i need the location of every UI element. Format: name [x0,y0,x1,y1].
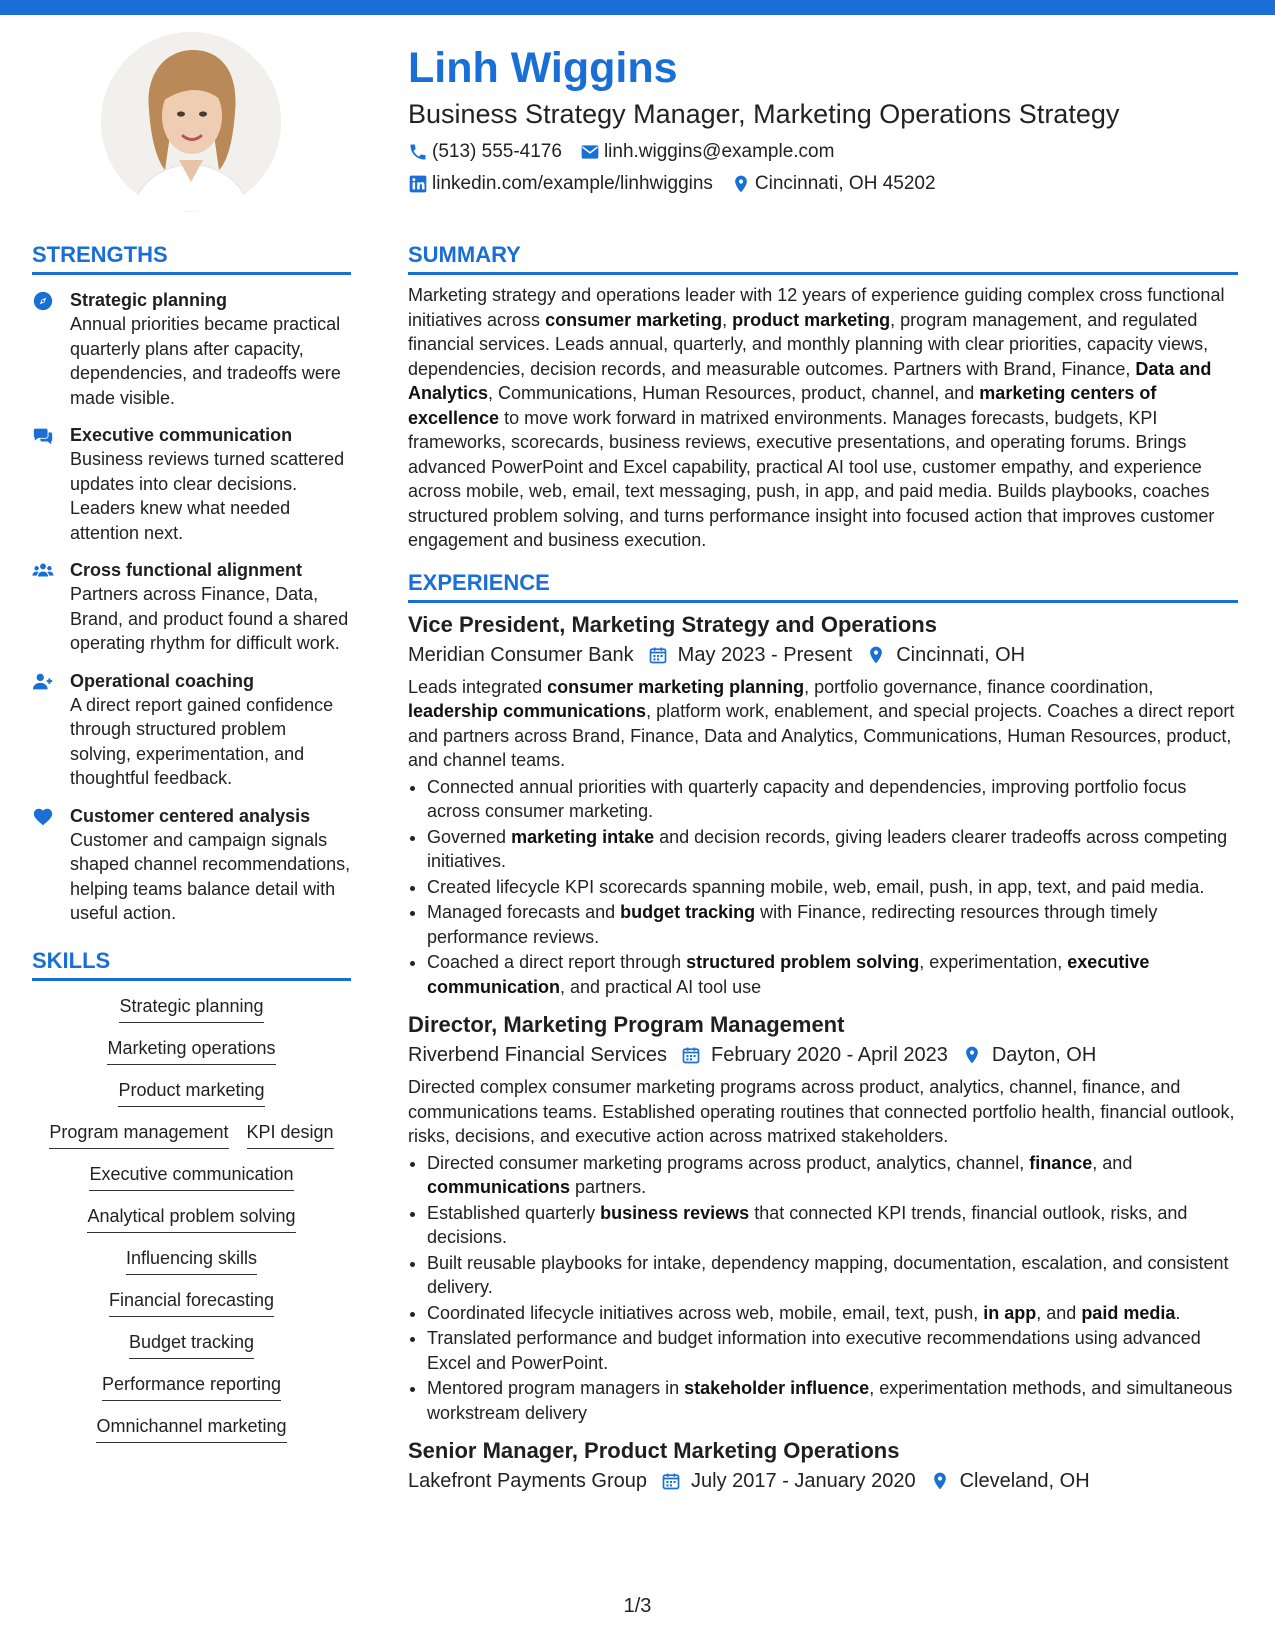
strength-title: Customer centered analysis [70,805,311,826]
job-location: Dayton, OH [991,1044,1097,1066]
location-text: Cincinnati, OH 45202 [754,173,936,194]
top-accent-bar [0,0,1275,15]
job-location-item [962,1042,1096,1068]
bold-text: structured problem solving [686,952,920,972]
bullet-item [427,1151,1238,1200]
strength-item [32,423,351,545]
strength-item [32,288,351,410]
skill-tag: KPI design [247,1120,334,1149]
calendar-icon [681,1045,711,1065]
bold-text: consumer marketing [545,309,723,330]
job-bullets [408,775,1238,1000]
bold-text: in app [983,1302,1037,1323]
bullet-item [427,900,1238,949]
skill-tag: Budget tracking [129,1330,254,1359]
heart-icon [32,804,70,926]
job-meta [408,1042,1238,1068]
chat-icon [32,423,70,545]
candidate-name: Linh Wiggins [408,44,678,92]
job-title: Senior Manager, Product Marketing Operations [408,1438,900,1463]
job-meta [408,1468,1238,1494]
email-item[interactable] [580,140,835,164]
job-company: Meridian Consumer Bank [408,643,634,666]
strength-title: Executive communication [70,425,293,445]
strength-title: Strategic planning [70,290,228,310]
strength-desc: Business reviews turned scattered updates into clear decisions. Leaders knew what needed attention next. [70,449,345,543]
job-meta [408,642,1238,668]
job-location: Cleveland, OH [959,1470,1090,1492]
bold-text: paid media [1081,1302,1176,1323]
job-entry [408,1437,1238,1494]
text-run: . [1175,1302,1181,1323]
text-run: Created lifecycle KPI scorecards spanning mobile, web, email, push, in app, text, and paid media. [427,876,1205,897]
map-pin-icon [731,174,751,194]
skill-tag: Program management [49,1120,228,1149]
text-run: Directed consumer marketing programs across product, analytics, channel, [427,1152,1030,1173]
job-entry [408,1011,1238,1425]
skill-row [32,1414,351,1443]
skill-tag: Executive communication [89,1162,293,1191]
job-bullets [408,1151,1238,1426]
phone-text: (513) 555-4176 [432,141,562,162]
summary-text [408,283,1238,553]
bullet-item [427,1251,1238,1300]
text-run: Translated performance and budget information into executive recommendations using advanced Excel and PowerPoint. [427,1328,1201,1373]
job-title: Director, Marketing Program Management [408,1012,845,1037]
text-run: , and [1092,1152,1133,1173]
phone-item [408,140,562,164]
contact-row-2 [408,172,1238,196]
skills-heading: SKILLS [32,947,351,981]
skill-tag: Influencing skills [126,1246,257,1275]
experience-heading: EXPERIENCE [408,569,1238,603]
contact-row-1 [408,140,1238,164]
text-run: , and practical AI tool use [560,976,762,997]
bold-text: marketing centers of excellence [408,383,1157,428]
skill-row [32,1120,351,1149]
text-run: Managed forecasts and [427,902,621,922]
summary-heading: SUMMARY [408,241,1238,275]
text-run: Leads integrated [408,676,548,697]
job-description [408,1075,1238,1149]
skill-row [32,1288,351,1317]
bold-text: Data and Analytics [408,358,1212,403]
candidate-role: Business Strategy Manager, Marketing Operations Strategy [408,99,1120,129]
location-item [731,172,936,196]
bullet-item [427,1201,1238,1250]
linkedin-link[interactable]: linkedin.com/example/linhwiggins [432,173,713,194]
left-column [32,241,351,1443]
strength-desc: Customer and campaign signals shaped channel recommendations, helping teams balance detail with useful action. [70,829,351,923]
strength-item [32,558,351,656]
phone-icon [408,142,428,162]
job-dates-item [648,642,853,668]
compass-icon [32,288,70,410]
bold-text: business reviews [600,1202,750,1223]
skill-row [32,1330,351,1359]
email-link[interactable]: linh.wiggins@example.com [603,141,835,162]
strengths-heading: STRENGTHS [32,241,351,275]
text-run: , experimentation, [919,952,1068,972]
bold-text: finance [1029,1152,1093,1173]
bullet-item [427,1376,1238,1425]
strength-title: Cross functional alignment [70,560,303,580]
bold-text: communications [427,1177,571,1197]
skill-tag: Analytical problem solving [87,1204,295,1233]
job-location-item [866,642,1025,668]
skill-row [32,1372,351,1401]
strength-desc: Partners across Finance, Data, Brand, and product found a shared operating rhythm for difficult work. [70,584,349,653]
text-run: Coordinated lifecycle initiatives across web, mobile, email, text, push, [427,1302,984,1323]
bold-text: marketing intake [511,826,655,847]
skill-row [32,1036,351,1065]
job-company: Riverbend Financial Services [408,1044,668,1066]
job-dates-item [661,1468,916,1494]
text-run: Governed [427,826,512,847]
text-run: Built reusable playbooks for intake, dependency mapping, documentation, escalation, and consistent delivery. [427,1252,1229,1297]
group-icon [32,558,70,656]
text-run: partners. [570,1177,647,1197]
experience-list [408,611,1238,1495]
calendar-icon [661,1471,691,1491]
job-location: Cincinnati, OH [896,643,1026,666]
text-run: Mentored program managers in [427,1378,685,1398]
job-description [408,675,1238,773]
job-dates-item [681,1042,948,1068]
text-run: Established quarterly [427,1202,601,1223]
job-title: Vice President, Marketing Strategy and Operations [408,611,937,637]
text-run: with Finance, redirecting resources through timely performance reviews. [427,902,1158,947]
text-run: , Communications, Human Resources, product, channel, and [488,383,980,403]
job-dates: February 2020 - April 2023 [711,1044,948,1066]
resume-header [408,40,1238,196]
text-run: and decision records, giving leaders clearer tradeoffs across competing initiatives. [427,826,1228,871]
bold-text: executive communication [427,952,1150,997]
linkedin-icon [408,174,428,194]
job-dates: May 2023 - Present [677,643,853,666]
skill-row [32,994,351,1023]
text-run: , and [1036,1302,1082,1323]
text-run: Marketing strategy and operations leader with 12 years of experience guiding complex cross functional initiatives across [408,285,1225,330]
page-number: 1/3 [623,1595,652,1617]
right-column [408,241,1238,1494]
job-location-item [930,1468,1090,1494]
linkedin-item[interactable] [408,172,713,196]
map-pin-icon [930,1471,960,1491]
text-run: , experimentation methods, and simultaneous workstream delivery [427,1378,1233,1423]
bullet-item [427,1326,1238,1375]
bullet-item [427,950,1238,999]
bold-text: product marketing [732,309,891,330]
text-run: , portfolio governance, finance coordination, [804,676,1154,697]
text-run: , program management, and regulated financial services. Leads annual, quarterly, and monthly planning with clear priorities, capacity views, dependencies, decision records, and measurable outcomes. Partners with Brand, Finance, [408,309,1209,379]
strength-item [32,804,351,926]
text-run: , [722,309,733,330]
bold-text: leadership communications [408,701,647,721]
envelope-icon [580,142,600,162]
skill-row [32,1078,351,1107]
user-plus-icon [32,669,70,791]
skill-tag: Performance reporting [102,1372,281,1401]
map-pin-icon [962,1045,992,1065]
skill-tag: Financial forecasting [109,1288,274,1317]
job-company: Lakefront Payments Group [408,1470,648,1492]
job-entry [408,611,1238,1000]
bullet-item [427,875,1238,900]
text-run: Directed complex consumer marketing programs across product, analytics, channel, finance, and communications teams. Established operating routines that connected portfolio health, financial outlook, risks, decisions, and executive action across matrixed stakeholders. [408,1077,1235,1146]
profile-photo [101,32,281,212]
bullet-item [427,825,1238,874]
skill-tag: Product marketing [118,1078,264,1107]
text-run: that connected KPI trends, financial outlook, risks, and decisions. [427,1202,1188,1247]
skill-row [32,1204,351,1233]
calendar-icon [648,645,678,665]
strength-title: Operational coaching [70,670,255,691]
map-pin-icon [866,645,896,665]
bullet-item [427,775,1238,824]
text-run: to move work forward in matrixed environments. Manages forecasts, budgets, KPI frameworks, scorecards, business reviews, executive presentations, and operating forums. Brings advanced PowerPoint and Excel capability, practical AI tool use, customer empathy, and experience across mobile, web, email, text messaging, push, in app, and paid media. Builds playbooks, coaches structured problem solving, and turns performance insight into focused action that improves customer engagement and business execution. [408,407,1215,550]
skill-tag: Omnichannel marketing [96,1414,286,1443]
bold-text: consumer marketing planning [547,676,805,697]
bold-text: stakeholder influence [684,1378,870,1398]
strength-desc: A direct report gained confidence through structured problem solving, experimentation, and thoughtful feedback. [70,694,334,788]
text-run: Coached a direct report through [427,952,687,972]
job-dates: July 2017 - January 2020 [691,1470,916,1492]
skill-tag: Strategic planning [119,994,263,1023]
strength-desc: Annual priorities became practical quarterly plans after capacity, dependencies, and tradeoffs were made visible. [70,314,341,408]
strength-item [32,669,351,791]
skill-row [32,1162,351,1191]
skill-row [32,1246,351,1275]
text-run: , platform work, enablement, and special projects. Coaches a direct report and partners across Brand, Finance, Data and Analytics, Communications, Human Resources, product, and channel teams. [408,701,1235,770]
bullet-item [427,1301,1238,1326]
skill-tag: Marketing operations [107,1036,275,1065]
text-run: Connected annual priorities with quarterly capacity and dependencies, improving portfolio focus across consumer marketing. [427,776,1187,821]
skills-list [32,994,351,1443]
bold-text: budget tracking [620,902,756,922]
